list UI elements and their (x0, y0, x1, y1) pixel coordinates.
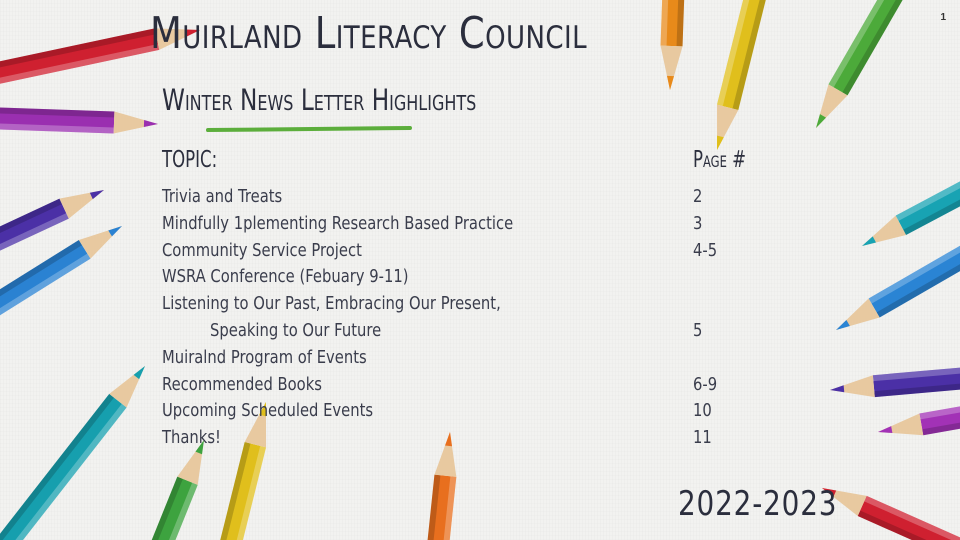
toc-item (162, 425, 722, 452)
toc-topic: Community Service Project (162, 239, 362, 261)
toc-topic: Speaking to Our Future (210, 319, 382, 341)
toc-item (162, 238, 722, 265)
pencil-green-top-icon (806, 0, 960, 134)
pencil-purple-icon (0, 93, 158, 135)
toc-page: 4-5 (693, 239, 718, 261)
topic-column-header: TOPIC: (162, 147, 218, 173)
toc-page: 10 (693, 400, 712, 422)
toc-page: 6-9 (693, 373, 718, 395)
toc-topic: Upcoming Scheduled Events (162, 400, 374, 422)
pencil-orange-top-icon (659, 0, 701, 90)
page-title: Muirland Literacy Council (150, 8, 588, 59)
toc-item (162, 398, 722, 425)
pencil-indigo-icon (0, 180, 109, 438)
toc-item (162, 291, 722, 318)
toc-topic: Mindfully 1plementing Research Based Practice (162, 212, 514, 234)
toc-item (162, 211, 722, 238)
page-column-header: Page # (693, 147, 747, 173)
toc-topic: Thanks! (162, 427, 221, 449)
toc-topic: Muiralnd Program of Events (162, 346, 367, 368)
table-of-contents (162, 184, 722, 452)
toc-item (162, 372, 722, 399)
toc-page: 2 (693, 186, 703, 207)
school-year: 2022-2023 (678, 484, 838, 524)
toc-item (162, 264, 722, 291)
pencil-teal-icon (0, 359, 154, 540)
toc-page: 3 (693, 212, 703, 234)
toc-topic: WSRA Conference (Febuary 9-11) (162, 266, 409, 288)
slide-number: 1 (940, 12, 946, 23)
toc-topic: Trivia and Treats (162, 186, 283, 207)
pencil-indigo-right-icon (829, 330, 960, 401)
toc-item (162, 345, 722, 372)
toc-item (162, 318, 722, 345)
page-subtitle: Winter News Letter Highlights (162, 83, 477, 117)
toc-page: 5 (693, 319, 703, 341)
pencil-red-right-icon (818, 478, 960, 540)
toc-page: 11 (693, 427, 712, 449)
toc-topic: Recommended Books (162, 373, 322, 395)
toc-topic: Listening to Our Past, Embracing Our Present, (162, 293, 501, 315)
toc-item (162, 184, 722, 211)
